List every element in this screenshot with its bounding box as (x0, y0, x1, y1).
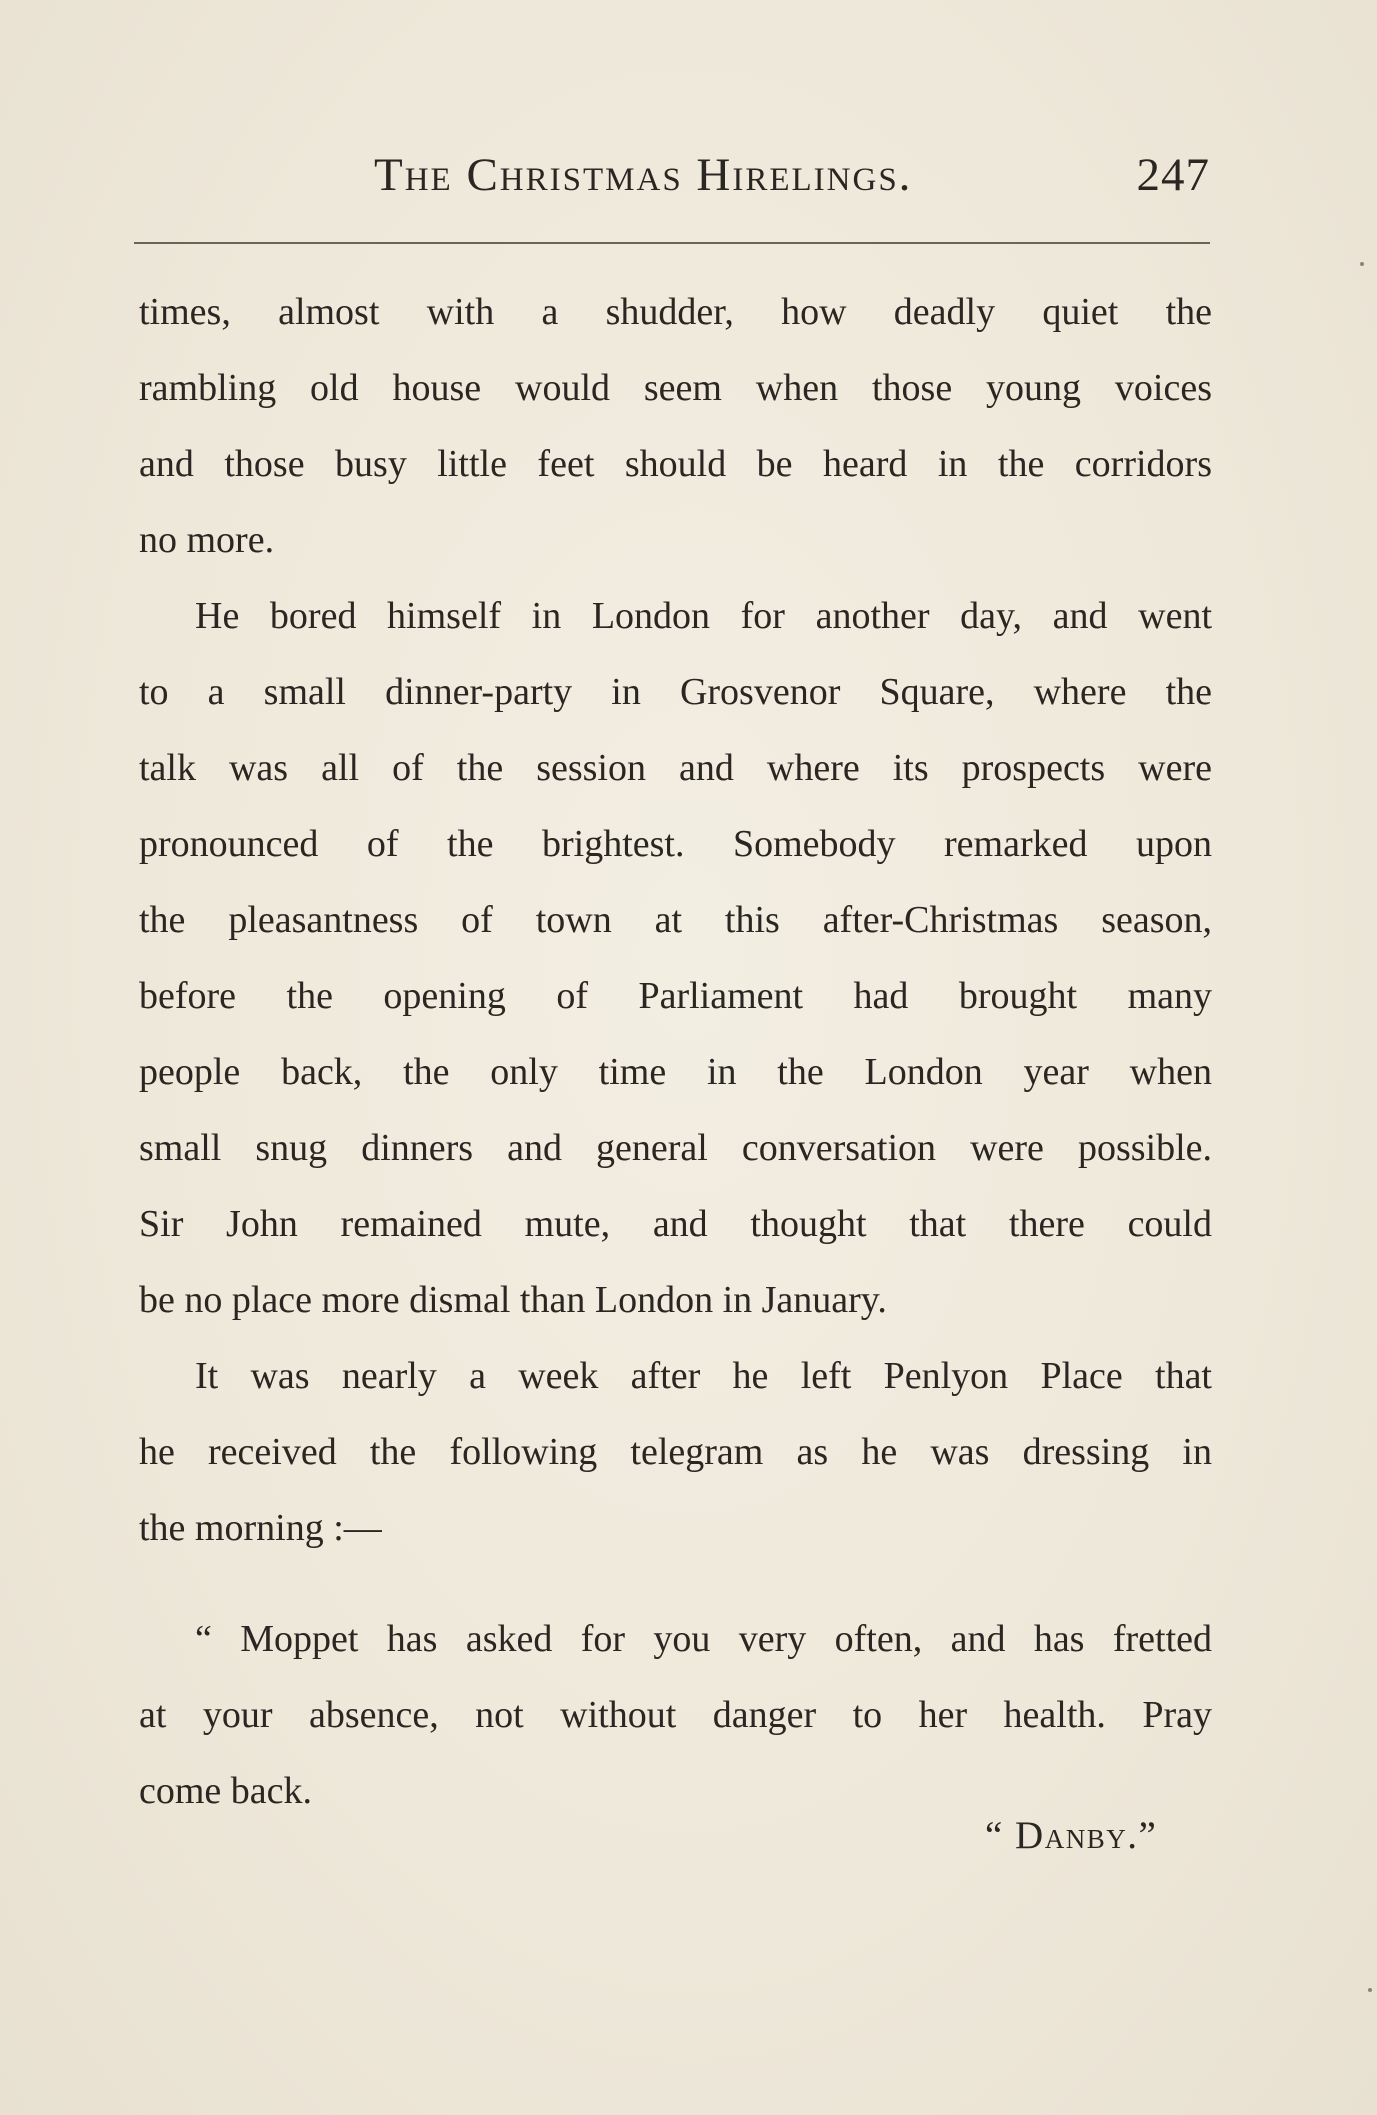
text-line: he received the following telegram as he was dressing in (139, 1431, 1212, 1473)
running-head (134, 148, 1210, 208)
text-line: people back, the only time in the London year when (139, 1051, 1212, 1093)
paragraph-3 (139, 1345, 1212, 1573)
text-line: the morning :— (139, 1507, 382, 1549)
paragraph-spacer (139, 1573, 1212, 1608)
text-line: rambling old house would seem when those young voices (139, 367, 1212, 409)
text-line: It was nearly a week after he left Penlyon Place that (195, 1355, 1212, 1397)
text-line: the pleasantness of town at this after-Christmas season, (139, 899, 1212, 941)
text-line: no more. (139, 519, 275, 561)
text-line: before the opening of Parliament had brought many (139, 975, 1212, 1017)
text-line: pronounced of the brightest. Somebody remarked upon (139, 823, 1212, 865)
text-line: talk was all of the session and where its prospects were (139, 747, 1212, 789)
text-line: and those busy little feet should be heard in the corridors (139, 443, 1212, 485)
paper-speck (1360, 262, 1364, 266)
text-line: at your absence, not without danger to her health. Pray (139, 1694, 1212, 1736)
text-line: times, almost with a shudder, how deadly quiet the (139, 291, 1212, 333)
paper-speck (1368, 1988, 1372, 1992)
paragraph-2 (139, 585, 1212, 1345)
telegram-quote (139, 1608, 1212, 1836)
page-number: 247 (1136, 149, 1210, 201)
text-line: come back. (139, 1770, 313, 1812)
text-line: He bored himself in London for another day, and went (195, 595, 1212, 637)
text-line: “ Moppet has asked for you very often, and has fretted (195, 1618, 1212, 1660)
text-line: to a small dinner-party in Grosvenor Square, where the (139, 671, 1212, 713)
header-rule (134, 242, 1210, 244)
text-line: Sir John remained mute, and thought that there could (139, 1203, 1212, 1245)
body-text (139, 281, 1212, 1836)
paragraph-1 (139, 281, 1212, 585)
text-line: small snug dinners and general conversation were possible. (139, 1127, 1212, 1169)
text-line: be no place more dismal than London in January. (139, 1279, 887, 1321)
running-title: The Christmas Hirelings. (374, 149, 913, 201)
telegram-signature: “ Danby.” (985, 1814, 1158, 1857)
